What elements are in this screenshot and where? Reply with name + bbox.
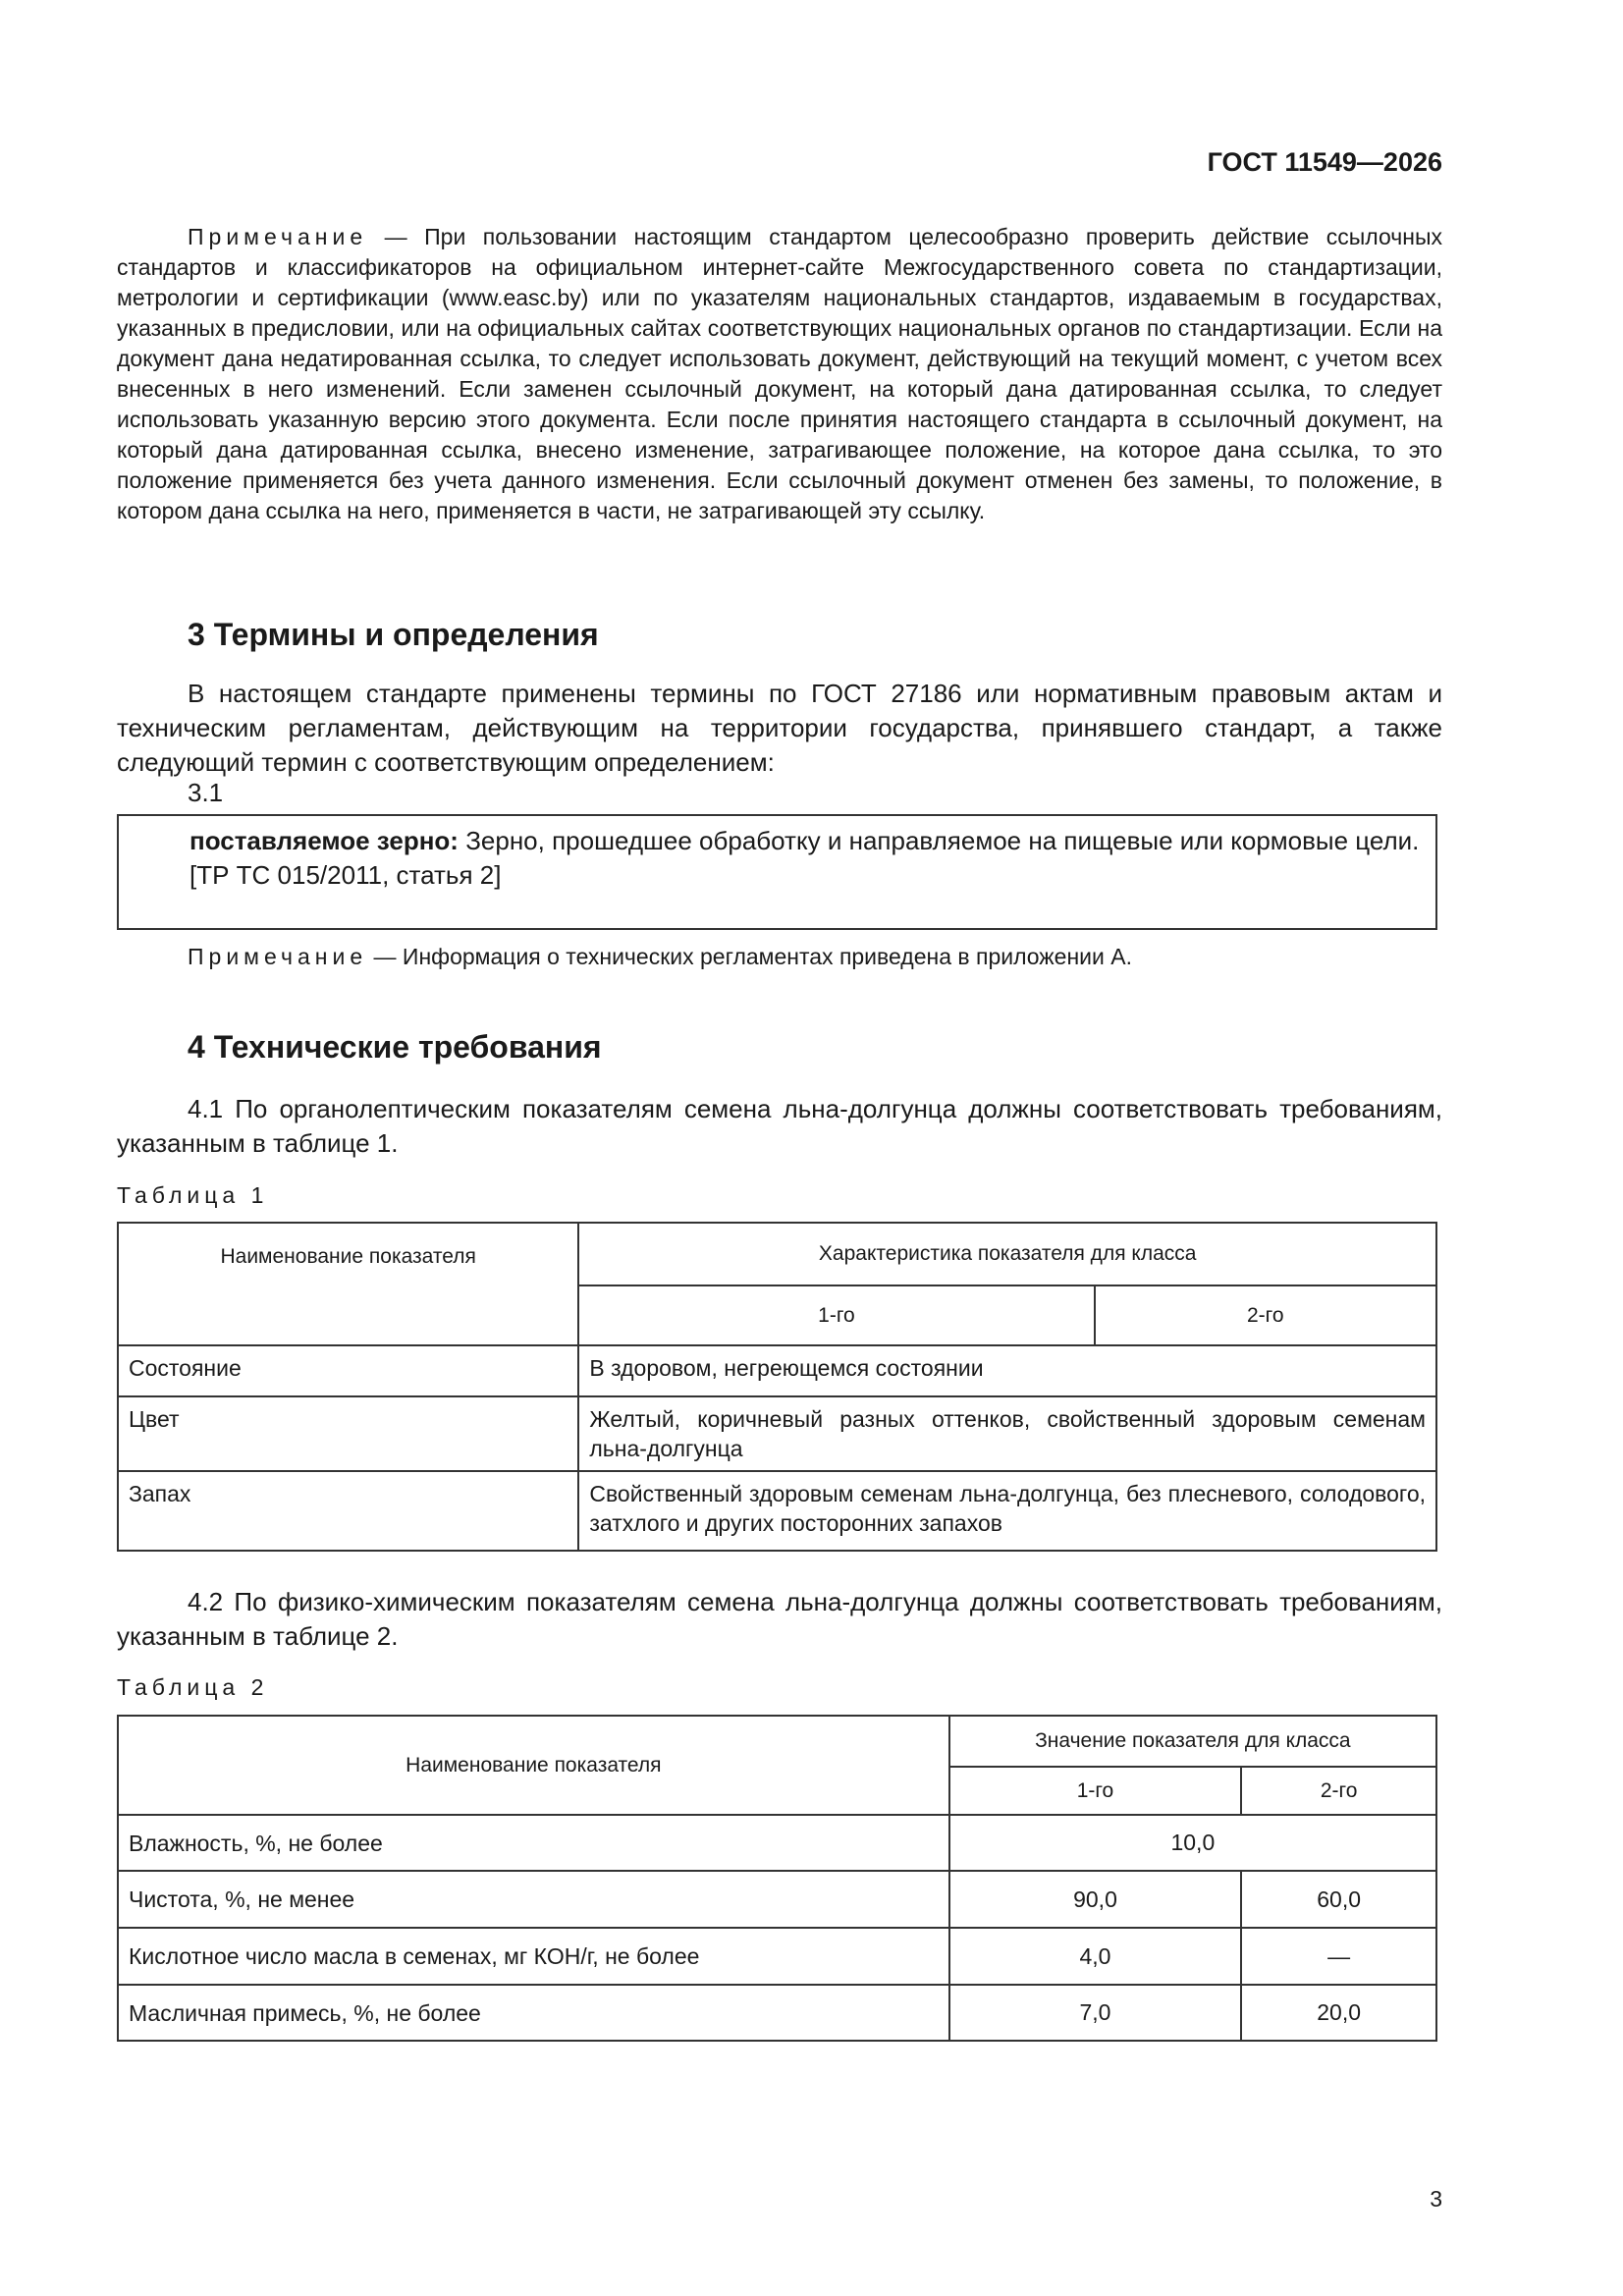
- note-label: Примечание: [188, 224, 368, 249]
- table-1-row-name: Цвет: [118, 1396, 578, 1471]
- table-2-value-class1: 90,0: [949, 1871, 1242, 1928]
- term-number: 3.1: [188, 778, 224, 807]
- term-note-text: — Информация о технических регламентах приведена в приложении А.: [367, 944, 1132, 969]
- term-name: поставляемое зерно:: [189, 826, 459, 855]
- table-2-header-class2: 2-го: [1241, 1767, 1436, 1815]
- note-text: — При пользовании настоящим стандартом целесообразно проверить действие ссылочных стандартов и классификаторов на официальном интернет-сайте Межгосударственного совета по стандартизации, метрологии и сертификации (www.easc.by) или по указателям национальных стандартов, издаваемым в государствах, указанных в предисловии, или на официальных сайтах соответствующих национальных органов по стандартизации. Если на документ дана недатированная ссылка, то следует использовать документ, действующий на текущий момент, с учетом всех внесенных в него изменений. Если заменен ссылочный документ, на который дана датированная ссылка, то следует использовать указанную версию этого документа. Если после принятия настоящего стандарта в ссылочный документ, на который дана датированная ссылка, внесено изменение, затрагивающее положение, на которое дана ссылка, то это положение применяется без учета данного изменения. Если ссылочный документ отменен без замены, то положение, в котором дана ссылка на него, применяется в части, не затрагивающей эту ссылку.: [117, 224, 1442, 523]
- table-2-header-class1: 1-го: [949, 1767, 1242, 1815]
- term-text: Зерно, прошедшее обработку и направляемое на пищевые или кормовые цели.: [458, 826, 1420, 855]
- table-1-header-class1: 1-го: [578, 1285, 1094, 1345]
- table-1-row-value: В здоровом, негреющемся состоянии: [578, 1345, 1436, 1396]
- table-2-row-name: Влажность, %, не более: [118, 1815, 949, 1871]
- paragraph-4-2: 4.2 По физико-химическим показателям семена льна-долгунца должны соответствовать требованиям, указанным в таблице 2.: [117, 1587, 1442, 1651]
- term-definition: [129, 824, 1426, 858]
- table-1-row-value: Желтый, коричневый разных оттенков, свойственный здоровым семенам льна-долгунца: [578, 1396, 1436, 1471]
- table-1-row-name: Состояние: [118, 1345, 578, 1396]
- table-2-header-group: Значение показателя для класса: [949, 1716, 1436, 1767]
- reference-note: [117, 222, 1442, 526]
- table-1-row-name: Запах: [118, 1471, 578, 1551]
- table-2-value-class1: 7,0: [949, 1985, 1242, 2041]
- table-2-row-name: Масличная примесь, %, не более: [118, 1985, 949, 2041]
- table-1-header-group: Характеристика показателя для класса: [578, 1223, 1436, 1285]
- table-2-value-class1: 4,0: [949, 1928, 1242, 1985]
- table-1-caption: Таблица 1: [117, 1182, 269, 1208]
- table-2-value-class2: 60,0: [1241, 1871, 1436, 1928]
- table-2-value-class2: 20,0: [1241, 1985, 1436, 2041]
- table-2-value-class2: —: [1241, 1928, 1436, 1985]
- term-note-label: Примечание: [188, 944, 368, 969]
- term-source: [ТР ТС 015/2011, статья 2]: [189, 860, 502, 890]
- table-1: [117, 1222, 1437, 1552]
- page-number: 3: [1430, 2186, 1442, 2212]
- table-2-caption: Таблица 2: [117, 1674, 269, 1700]
- table-2-header-name: Наименование показателя: [118, 1716, 949, 1815]
- table-2-row-name: Кислотное число масла в семенах, мг КОН/г, не более: [118, 1928, 949, 1985]
- table-1-row-value: Свойственный здоровым семенам льна-долгунца, без плесневого, солодового, затхлого и других посторонних запахов: [578, 1471, 1436, 1551]
- paragraph-4-1: 4.1 По органолептическим показателям семена льна-долгунца должны соответствовать требованиям, указанным в таблице 1.: [117, 1094, 1442, 1158]
- section-3-intro: В настоящем стандарте применены термины по ГОСТ 27186 или нормативным правовым актам и техническим регламентам, действующим на территории государства, принявшего стандарт, а также следующий термин с соответствующим определением:: [117, 679, 1442, 777]
- section-3-title: 3 Термины и определения: [188, 617, 599, 652]
- table-2-merged-value: 10,0: [949, 1815, 1436, 1871]
- table-2-row-name: Чистота, %, не менее: [118, 1871, 949, 1928]
- document-code-header: ГОСТ 11549—2026: [1207, 147, 1442, 177]
- section-4-title: 4 Технические требования: [188, 1029, 602, 1065]
- table-1-header-class2: 2-го: [1095, 1285, 1436, 1345]
- table-2: [117, 1715, 1437, 2042]
- term-note: [188, 944, 1132, 970]
- term-definition-box: [117, 814, 1437, 930]
- table-1-header-name: Наименование показателя: [118, 1223, 578, 1345]
